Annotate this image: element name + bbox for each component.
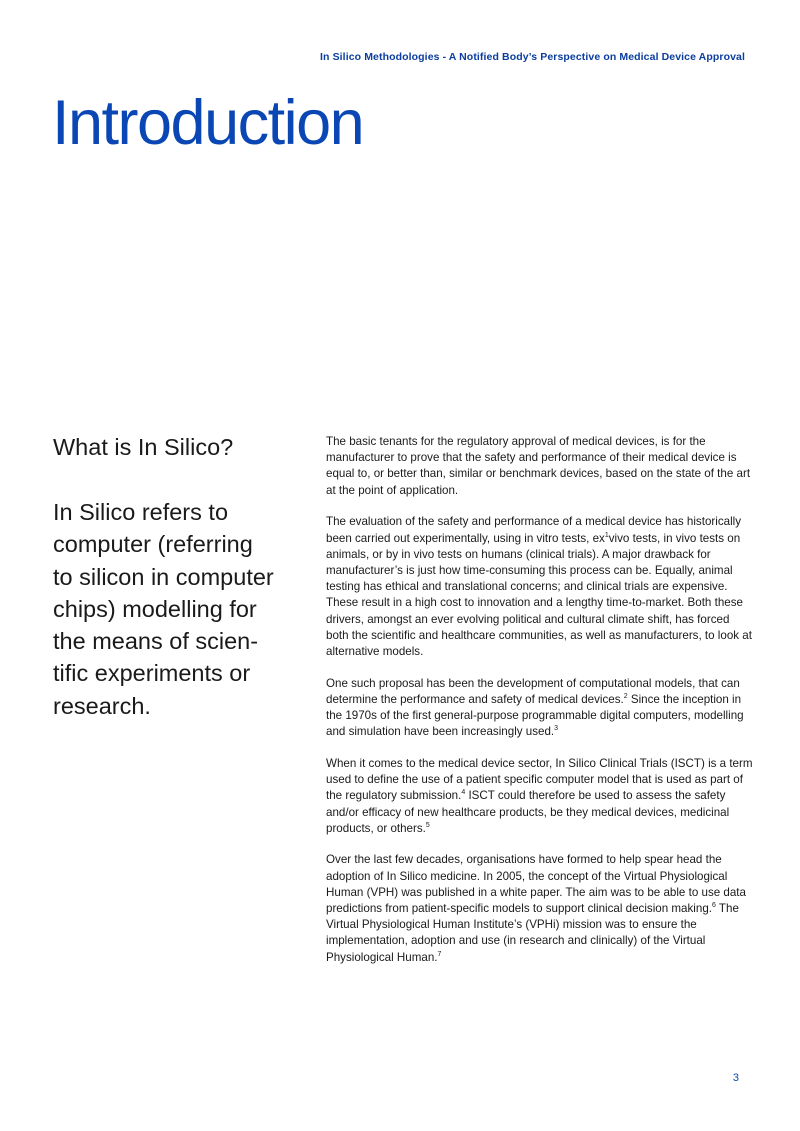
paragraph-text: Since the inception in the 1970s of the first general-purpose programmable digital computers, modelling and simulation have been increasingly used. (326, 692, 744, 739)
page-title: Introduction (52, 88, 364, 158)
footnote-marker[interactable]: 5 (425, 821, 430, 829)
pull-quote-line: tific experiments or (53, 660, 251, 687)
pull-quote-question: What is In Silico? (53, 434, 234, 460)
running-header: In Silico Methodologies - A Notified Body’s Perspective on Medical Device Approval (320, 51, 745, 63)
pull-quote-line: computer (referring (53, 531, 253, 558)
pull-quote-definition (53, 496, 289, 722)
paragraph-text: ISCT could therefore be used to assess the safety and/or efficacy of new healthcare products, be they medical devices, medicinal products, or others. (326, 789, 730, 835)
paragraph-text: One such proposal has been the development of computational models, that can determine the performance and safety of medical devices. (326, 676, 740, 706)
footnote-marker[interactable]: 3 (554, 725, 559, 733)
footnote-marker[interactable]: 1 (604, 531, 609, 539)
paragraph-text: The basic tenants for the regulatory approval of medical devices, is for the manufacturer to prove that the safety and performance of their medical device is equal to, or better than, similar or benchmark devices, based on the state of the art at the point of application. (326, 435, 751, 497)
page-number: 3 (732, 1072, 739, 1084)
pull-quote-line: the means of scien- (53, 628, 259, 655)
paragraph-text: The Virtual Physiological Human Institute’s (VPHi) mission was to ensure the implementation, adoption and use (in research and clinically) of the Virtual Physiological Human. (326, 902, 739, 964)
body-paragraph (326, 434, 754, 499)
body-paragraph (326, 852, 754, 965)
body-paragraph (326, 756, 754, 837)
pull-quote-line: to silicon in computer (53, 563, 274, 590)
paragraph-text: When it comes to the medical device sector, In Silico Clinical Trials (ISCT) is a term used to define the use of a patient specific computer model that is used as part of the regulatory submission. (326, 756, 753, 803)
paragraph-text: The evaluation of the safety and performance of a medical device has historically been carried out experimentally, using in vitro tests, ex (326, 515, 742, 545)
footnote-marker[interactable]: 2 (623, 692, 628, 700)
footnote-marker[interactable]: 6 (712, 902, 716, 910)
body-paragraph (326, 676, 754, 741)
pull-quote-line: In Silico refers to (53, 499, 229, 525)
body-paragraph (326, 514, 754, 660)
footnote-marker[interactable]: 4 (461, 789, 466, 797)
paragraph-text: vivo tests, in vivo tests on animals, or by in vivo tests on humans (clinical trials). A major drawback for manufacturer’s is just how time-consuming this process can be. Equally, animal testing has ethical and translational concerns; and clinical trials are expensive. These result in a high cost to innovation and a lengthy time-to-market. Both these drivers, amongst an ever evolving political and cultural climate shift, has forced both the scientific and healthcare communities, as well as manufacturers, to look at alternative models. (326, 531, 752, 658)
footnote-marker[interactable]: 7 (437, 950, 442, 958)
paragraph-text: Over the last few decades, organisations have formed to help spear head the adoption of In Silico medicine. In 2005, the concept of the Virtual Physiological Human (VPH) was published in a white paper. The aim was to be able to use data predictions from patient-specific models to support clinical decision making. (326, 853, 746, 916)
body-text-column (326, 434, 754, 981)
pull-quote-line: research. (53, 692, 151, 719)
pull-quote-line: chips) modelling for (53, 595, 257, 622)
